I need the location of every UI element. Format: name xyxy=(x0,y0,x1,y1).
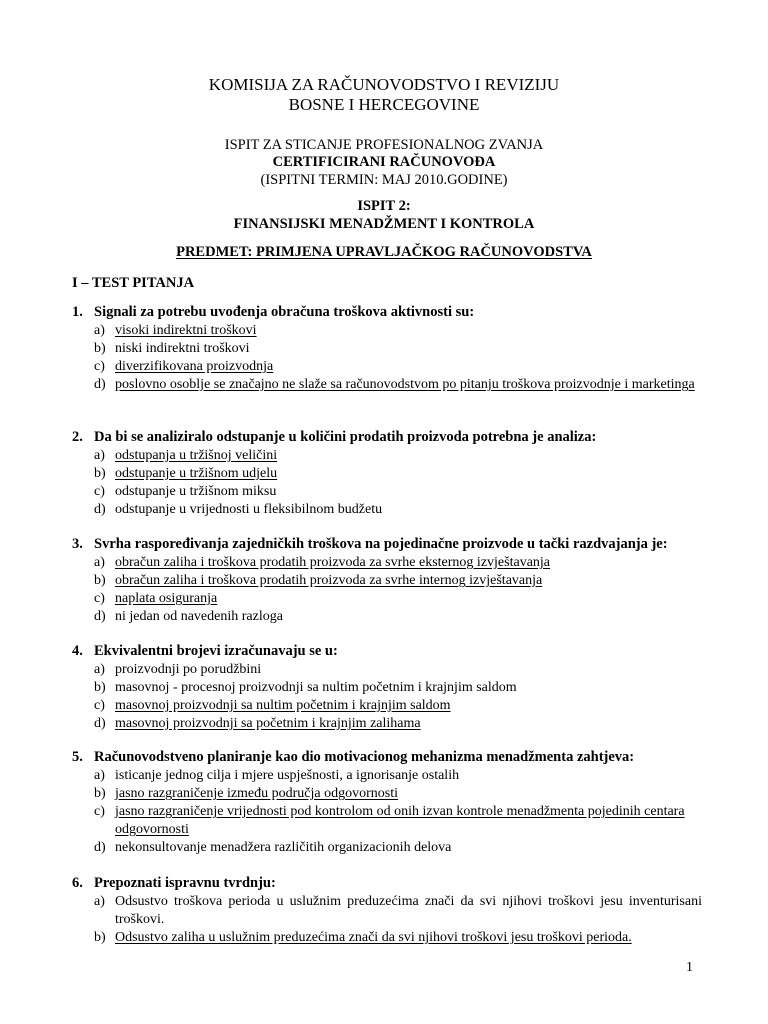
option xyxy=(72,929,702,947)
option-text: nekonsultovanje menadžera različitih organizacionih delova xyxy=(115,840,452,855)
exam-number: ISPIT 2: xyxy=(357,198,411,214)
option xyxy=(72,679,702,697)
question-text: Računovodstveno planiranje kao dio motivacionog mehanizma menadžmenta zahtjeva: xyxy=(94,749,635,765)
option-letter: b) xyxy=(94,786,106,801)
option-text: odstupanje u tržišnom udjelu xyxy=(115,466,278,481)
option-text: diverzifikovana proizvodnja xyxy=(115,359,274,374)
question-number: 5. xyxy=(72,749,83,765)
option-text: poslovno osoblje se značajno ne slaže sa računovodstvom po pitanju troškova proizvodnje i marketinga xyxy=(115,377,695,392)
option xyxy=(72,572,702,590)
option-letter: b) xyxy=(94,341,106,356)
certification-title: CERTIFICIRANI RAČUNOVOĐA xyxy=(272,154,496,170)
option xyxy=(72,715,702,733)
option-letter: a) xyxy=(94,323,105,338)
option-text: isticanje jednog cilja i mjere uspješnosti, a ignorisanje ostalih xyxy=(115,768,460,783)
question-heading xyxy=(72,642,702,660)
option-text: visoki indirektni troškovi xyxy=(115,323,257,338)
option-letter: d) xyxy=(94,716,106,731)
option xyxy=(72,483,702,501)
question-heading xyxy=(72,428,702,446)
option-letter: d) xyxy=(94,609,106,624)
option-text: Odsustvo troškova perioda u uslužnim preduzećima znači da svi njihovi troškovi jesu inventurisani troškovi. xyxy=(115,894,702,927)
exam-term: (ISPITNI TERMIN: MAJ 2010.GODINE) xyxy=(260,172,508,188)
question-heading xyxy=(72,874,702,892)
option-text: jasno razgraničenje vrijednosti pod kontrolom od onih izvan kontrole menadžmenta pojedinih centara odgovornosti xyxy=(115,804,685,837)
option-text: obračun zaliha i troškova prodatih proizvoda za svrhe eksternog izvještavanja xyxy=(115,555,551,570)
option-letter: a) xyxy=(94,555,105,570)
option-text: naplata osiguranja xyxy=(115,591,218,606)
option xyxy=(72,322,702,340)
option-letter: d) xyxy=(94,502,106,517)
option xyxy=(72,376,702,394)
option xyxy=(72,767,702,785)
question-number: 6. xyxy=(72,875,83,891)
option xyxy=(72,697,702,715)
exam-name: FINANSIJSKI MENADŽMENT I KONTROLA xyxy=(233,216,535,232)
option xyxy=(72,608,702,626)
option-letter: d) xyxy=(94,840,106,855)
option-letter: b) xyxy=(94,573,106,588)
option xyxy=(72,447,702,465)
option xyxy=(72,501,702,519)
question-4 xyxy=(72,642,702,733)
question-text: Da bi se analiziralo odstupanje u količini prodatih proizvoda potrebna je analiza: xyxy=(94,429,597,445)
question-5 xyxy=(72,748,702,857)
option xyxy=(72,893,702,929)
question-number: 2. xyxy=(72,429,83,445)
question-heading xyxy=(72,748,702,766)
option xyxy=(72,465,702,483)
option-text: odstupanje u vrijednosti u fleksibilnom budžetu xyxy=(115,502,383,517)
question-text: Signali za potrebu uvođenja obračuna troškova aktivnosti su: xyxy=(94,304,475,320)
question-number: 3. xyxy=(72,536,83,552)
option xyxy=(72,358,702,376)
question-text: Svrha raspoređivanja zajedničkih troškova na pojedinačne proizvode u tački razdvajanja je: xyxy=(94,536,668,552)
question-number: 1. xyxy=(72,304,83,320)
option xyxy=(72,590,702,608)
option-letter: b) xyxy=(94,466,106,481)
option xyxy=(72,803,702,839)
option-letter: b) xyxy=(94,930,106,945)
option-text: proizvodnji po porudžbini xyxy=(115,662,262,677)
option-letter: d) xyxy=(94,377,106,392)
section-title: I – TEST PITANJA xyxy=(72,275,195,291)
question-heading xyxy=(72,303,702,321)
question-text: Ekvivalentni brojevi izračunavaju se u: xyxy=(94,643,338,659)
question-text: Prepoznati ispravnu tvrdnju: xyxy=(94,875,276,891)
question-heading xyxy=(72,535,702,553)
option-text: niski indirektni troškovi xyxy=(115,341,250,356)
question-2 xyxy=(72,428,702,519)
question-3 xyxy=(72,535,702,626)
commission-subtitle: BOSNE I HERCEGOVINE xyxy=(288,95,480,114)
option-text: obračun zaliha i troškova prodatih proizvoda za svrhe internog izvještavanja xyxy=(115,573,543,588)
commission-title: KOMISIJA ZA RAČUNOVODSTVO I REVIZIJU xyxy=(208,75,560,94)
subject-title: PREDMET: PRIMJENA UPRAVLJAČKOG RAČUNOVODSTVA xyxy=(176,244,592,260)
option-text: ni jedan od navedenih razloga xyxy=(115,609,283,624)
option xyxy=(72,340,702,358)
exam-purpose: ISPIT ZA STICANJE PROFESIONALNOG ZVANJA xyxy=(224,137,544,153)
option-letter: c) xyxy=(94,359,105,374)
option-text: Odsustvo zaliha u uslužnim preduzećima znači da svi njihovi troškovi jesu troškovi perioda. xyxy=(115,930,632,945)
option-letter: c) xyxy=(94,484,105,499)
option-letter: a) xyxy=(94,894,105,909)
question-1 xyxy=(72,303,702,394)
option-letter: a) xyxy=(94,662,105,677)
option-letter: b) xyxy=(94,680,106,695)
option xyxy=(72,785,702,803)
option-letter: c) xyxy=(94,698,105,713)
option-letter: c) xyxy=(94,804,105,819)
option-text: jasno razgraničenje između područja odgovornosti xyxy=(115,786,399,801)
option-letter: a) xyxy=(94,768,105,783)
option-text: odstupanje u tržišnom miksu xyxy=(115,484,277,499)
option-text: masovnoj proizvodnji sa nultim početnim i krajnjim saldom xyxy=(115,698,451,713)
question-6 xyxy=(72,874,702,947)
option xyxy=(72,839,702,857)
option xyxy=(72,661,702,679)
option-letter: a) xyxy=(94,448,105,463)
option-text: masovnoj proizvodnji sa početnim i krajnjim zalihama xyxy=(115,716,421,731)
option-letter: c) xyxy=(94,591,105,606)
page-number: 1 xyxy=(686,960,693,975)
option-text: odstupanja u tržišnoj veličini xyxy=(115,448,278,463)
question-number: 4. xyxy=(72,643,83,659)
option xyxy=(72,554,702,572)
option-text: masovnoj - procesnoj proizvodnji sa nultim početnim i krajnjim saldom xyxy=(115,680,517,695)
